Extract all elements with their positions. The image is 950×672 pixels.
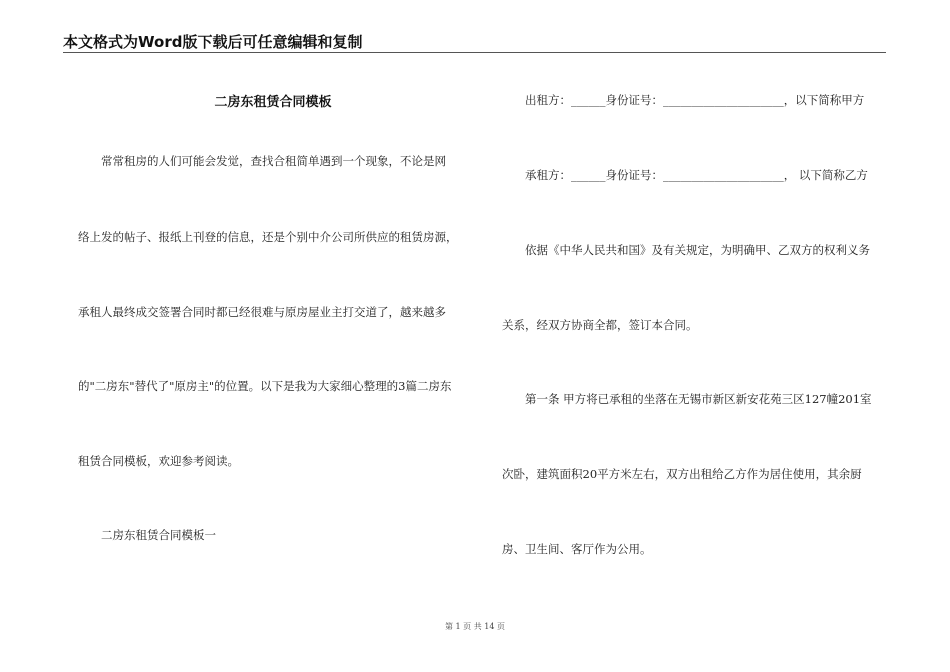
paragraph-line: 依据《中华人民共和国》及有关规定，为明确甲、乙双方的权利义务 <box>525 243 870 257</box>
paragraph-line: 络上发的帖子、报纸上刊登的信息，还是个别中介公司所供应的租赁房源， <box>78 230 458 244</box>
paragraph-line: 房、卫生间、客厅作为公用。 <box>502 542 652 556</box>
clause-line: 第一条 甲方将已承租的坐落在无锡市新区新安花苑三区127幢201室 <box>525 392 872 406</box>
paragraph-line: 承租人最终成交签署合同时都已经很难与原房屋业主打交道了，越来越多 <box>78 305 446 319</box>
page-indicator: 第 1 页 共 14 页 <box>445 622 505 631</box>
lessor-line: 出租方：______身份证号：_____________________，以下简称甲方 <box>525 93 865 107</box>
paragraph-line: 常常租房的人们可能会发觉，查找合租简单遇到一个现象，不论是网 <box>101 154 446 168</box>
document-header-banner: 本文格式为Word版下载后可任意编辑和复制 <box>63 33 363 51</box>
paragraph-line: 关系，经双方协商全都，签订本合同。 <box>502 318 698 332</box>
paragraph-line: 次卧，建筑面积20平方米左右，双方出租给乙方作为居住使用，其余厨 <box>502 467 862 481</box>
header-divider <box>63 52 886 53</box>
lessee-line: 承租方：______身份证号：_____________________， 以下简称乙方 <box>525 168 868 182</box>
section-heading: 二房东租赁合同模板一 <box>101 528 216 542</box>
document-title: 二房东租赁合同模板 <box>214 95 332 110</box>
paragraph-line: 的"二房东"替代了"原房主"的位置。以下是我为大家细心整理的3篇二房东 <box>78 379 452 393</box>
paragraph-line: 租赁合同模板，欢迎参考阅读。 <box>78 454 239 468</box>
